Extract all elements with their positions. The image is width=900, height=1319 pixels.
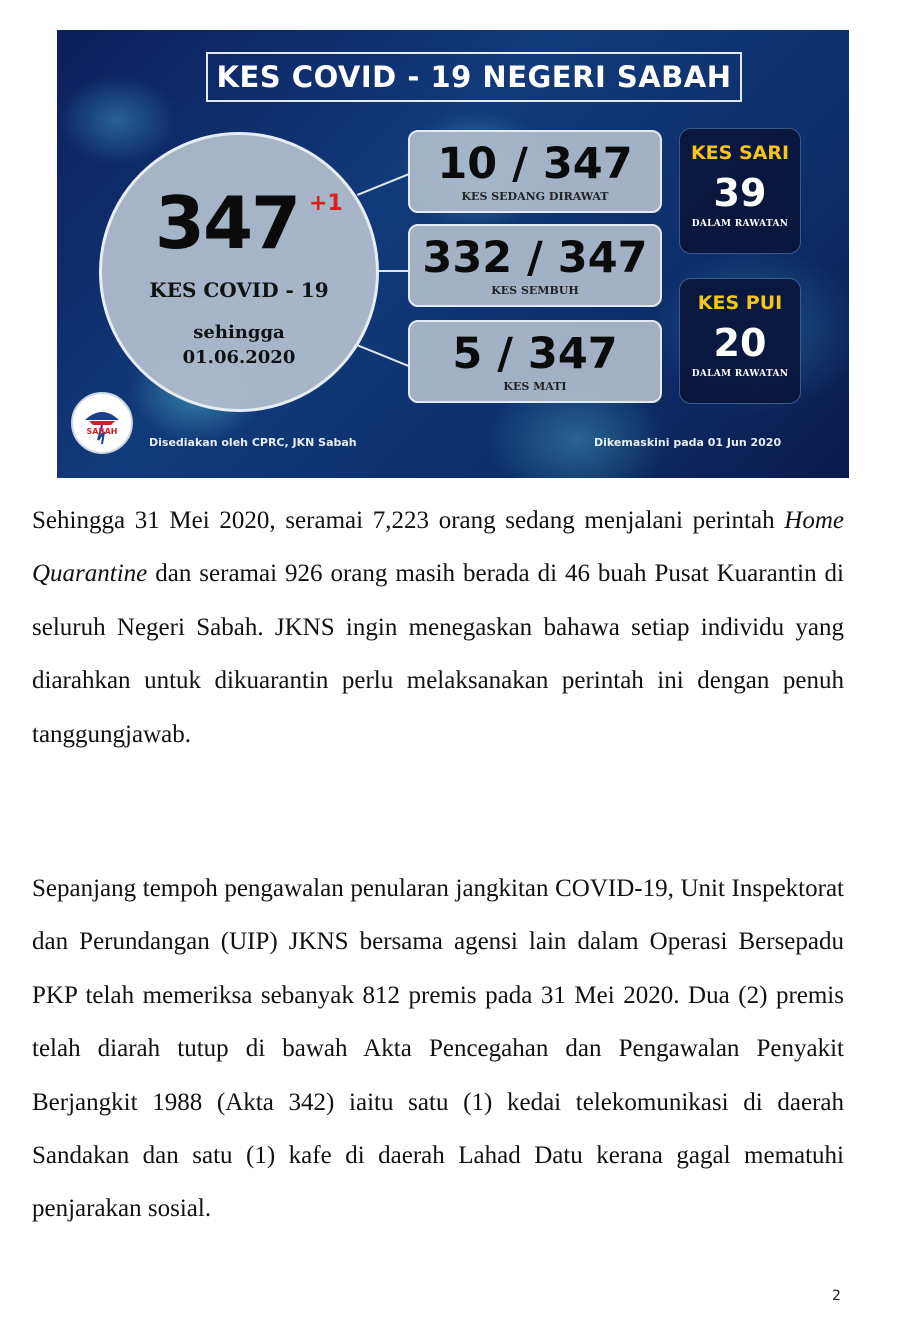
paragraph-enforcement [32,862,844,1236]
total-cases-date-block [102,320,376,370]
page-number: 2 [832,1288,841,1304]
stat-value: 10 / 347 [437,139,633,189]
connector-line [357,173,410,196]
stat-value: 5 / 347 [452,329,618,379]
side-box-sari [679,128,801,254]
total-cases-circle [99,132,379,412]
paragraph-text: Sepanjang tempoh pengawalan penularan jangkitan COVID-19, Unit Inspektorat dan Perundangan (UIP) JKNS bersama agensi lain dalam Operasi Bersepadu PKP telah memeriksa sebanyak 812 premis pada 31 Mei 2020. Dua (2) premis telah diarah tutup di bawah Akta Pencegahan dan Pengawalan Penyakit Berjangkit 1988 (Akta 342) iaitu satu (1) kedai telekomunikasi di daerah Sandakan dan satu (1) kafe di daerah Lahad Datu kerana gagal mematuhi penjarakan sosial. [32,875,844,1223]
logo-emblem-icon [73,394,131,452]
infographic-title: KES COVID - 19 NEGERI SABAH [206,52,742,102]
paragraph-quarantine [32,494,844,761]
paragraph-text: Sehingga 31 Mei 2020, seramai 7,223 orang sedang menjalani perintah [32,507,785,534]
total-cases-date: 01.06.2020 [182,347,296,368]
logo-text: SABAH [86,427,118,436]
connector-line [377,270,411,272]
updated-date-note: Dikemaskini pada 01 Jun 2020 [594,436,782,449]
side-value: 39 [713,171,767,215]
stat-box-deaths [408,320,662,403]
total-cases-label: KES COVID - 19 [149,278,329,302]
prepared-by-note: Disediakan oleh CPRC, JKN Sabah [149,436,357,449]
paragraph-text: dan seramai 926 orang masih berada di 46 buah Pusat Kuarantin di seluruh Negeri Sabah. JKNS ingin menegaskan bahawa setiap individu yang diarahkan untuk dikuarantin perlu melaksanakan perintah ini dengan penuh tanggungjawab. [32,560,844,748]
side-label: DALAM RAWATAN [691,369,789,379]
side-title: KES SARI [690,142,790,164]
paragraph-emphasis: Home Quarantine [32,507,844,588]
total-cases-value: 347 [154,181,300,265]
stat-label: KES SEDANG DIRAWAT [461,190,609,203]
side-box-pui [679,278,801,404]
since-label: sehingga [193,322,285,343]
jkn-sabah-logo [71,392,133,454]
stat-value: 332 / 347 [422,233,648,283]
side-value: 20 [713,321,767,365]
side-title: KES PUI [697,292,783,314]
covid-infographic [57,30,849,478]
stat-label: KES SEMBUH [491,284,579,297]
stat-box-under-treatment [408,130,662,213]
stat-label: KES MATI [503,380,567,393]
total-cases-increase: +1 [309,191,343,216]
side-label: DALAM RAWATAN [691,219,789,229]
stat-box-recovered [408,224,662,307]
